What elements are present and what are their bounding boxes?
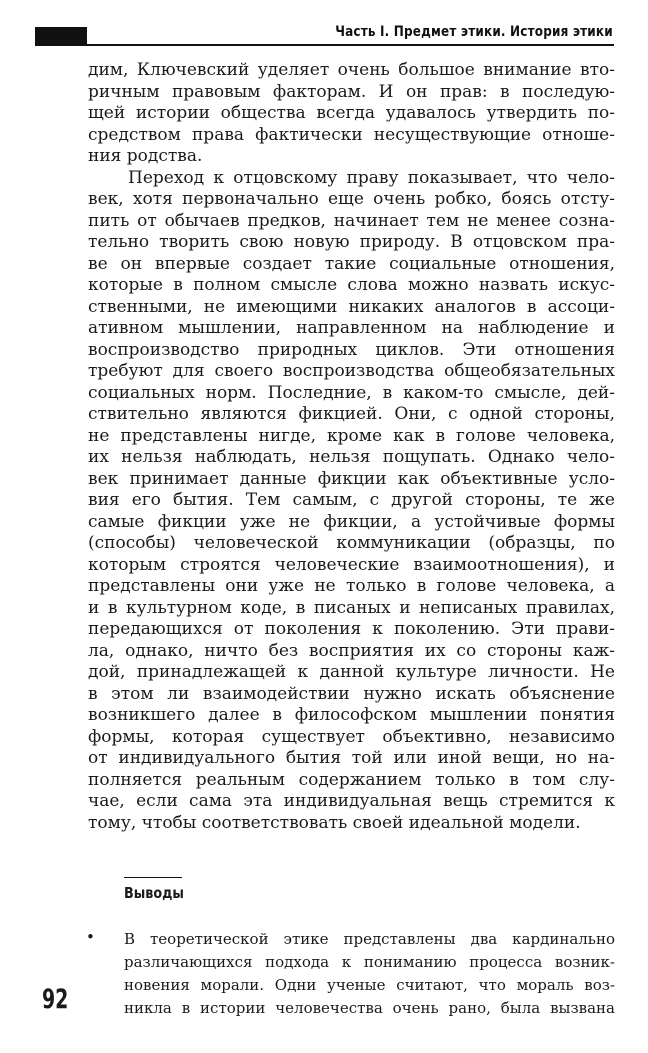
text-line: требуют для своего воспроизводства общеобязательных (88, 361, 615, 381)
text-line: возникшего далее в философском мышлении понятия (88, 705, 615, 725)
running-title: Часть I. Предмет этики. История этики (335, 24, 613, 40)
text-line: пить от обычаев предков, начинает тем не менее созна- (88, 210, 615, 231)
text-line: (способы) человеческой коммуникации (образцы, по (88, 533, 615, 553)
text-line: от индивидуального бытия той или иной вещи, но на- (88, 748, 615, 768)
text-line: ствительно являются фикцией. Они, с одной стороны, (88, 404, 615, 424)
text-line: ричным правовым факторам. И он прав: в последую- (88, 81, 615, 102)
text-line: социальных норм. Последние, в каком-то смысле, дей- (88, 382, 615, 403)
text-line: которые в полном смысле слова можно назвать искус- (88, 275, 615, 295)
text-line: ативном мышлении, направленном на наблюдение и (88, 318, 615, 338)
text-line: тельно творить свою новую природу. В отцовском пра- (88, 232, 615, 252)
text-line: тому, чтобы соответствовать своей идеальной модели. (88, 812, 581, 833)
text-line: новения морали. Одни ученые считают, что мораль воз- (124, 976, 615, 994)
header-rule (35, 44, 614, 46)
page-number: 92 (42, 984, 69, 1015)
text-line: ве он впервые создает такие социальные отношения, (88, 253, 615, 274)
header-black-bar (35, 27, 87, 45)
text-line: не представлены нигде, кроме как в голове человека, (88, 425, 615, 446)
text-line: дой, принадлежащей к данной культуре личности. Не (88, 662, 615, 682)
text-line: дим, Ключевский уделяет очень большое внимание вто- (88, 60, 615, 80)
text-line: и в культурном коде, в писаных и неписаных правилах, (88, 597, 615, 618)
text-line: ственными, не имеющими никаких аналогов в ассоци- (88, 296, 615, 317)
section-rule (124, 877, 182, 878)
text-line: век, хотя первоначально еще очень робко, боясь отсту- (88, 189, 615, 209)
text-line: различающихся подхода к пониманию процесса возник- (124, 953, 615, 971)
text-line: средством права фактически несуществующие отноше- (88, 124, 615, 145)
text-line: Переход к отцовскому праву показывает, что чело- (128, 167, 615, 188)
text-line: вия его бытия. Тем самым, с другой стороны, те же (88, 490, 615, 510)
text-line: представлены они уже не только в голове человека, а (88, 576, 615, 596)
text-line: чае, если сама эта индивидуальная вещь стремится к (88, 791, 615, 811)
body-text (88, 60, 615, 834)
text-line: самые фикции уже не фикции, а устойчивые формы (88, 511, 615, 532)
text-line: их нельзя наблюдать, нельзя пощупать. Однако чело- (88, 447, 615, 467)
bullet-icon: • (86, 928, 95, 946)
text-line: век принимает данные фикции как объективные усло- (88, 468, 615, 489)
text-line: ла, однако, ничто без восприятия их со стороны каж- (88, 640, 615, 661)
text-line: полняется реальным содержанием только в том слу- (88, 769, 615, 790)
text-line: ния родства. (88, 146, 203, 166)
conclusions-text (124, 928, 615, 1020)
text-line: в этом ли взаимодействии нужно искать объяснение (88, 683, 615, 704)
text-line: никла в истории человечества очень рано, была вызвана (124, 999, 615, 1017)
text-line: формы, которая существует объективно, независимо (88, 726, 615, 747)
text-line: щей истории общества всегда удавалось утвердить по- (88, 103, 615, 123)
text-line: воспроизводство природных циклов. Эти отношения (88, 339, 615, 360)
text-line: которым строятся человеческие взаимоотношения), и (88, 554, 615, 575)
section-heading: Выводы (124, 884, 184, 902)
text-line: передающихся от поколения к поколению. Эти прави- (88, 619, 615, 639)
text-line: В теоретической этике представлены два кардинально (124, 930, 615, 948)
